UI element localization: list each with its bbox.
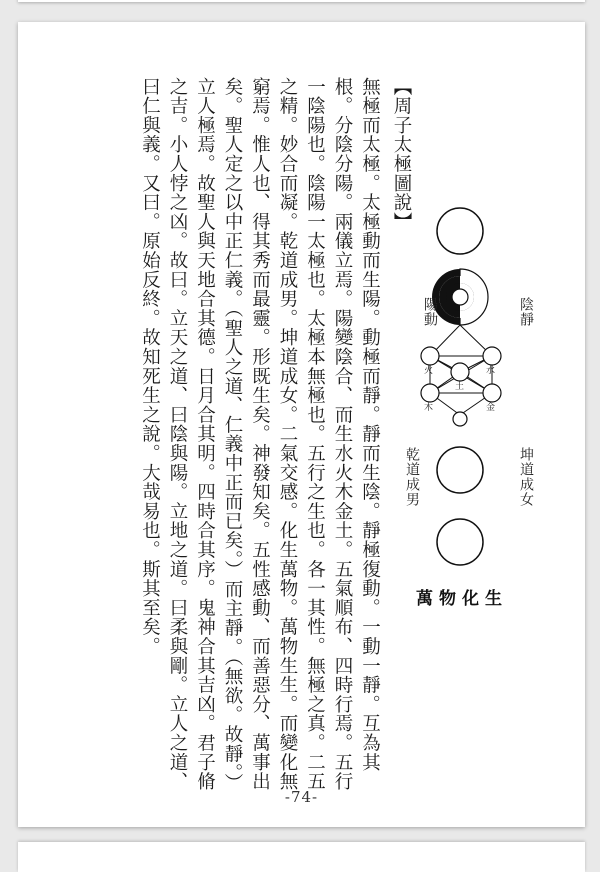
- element-fire-label: 火: [424, 366, 435, 376]
- previous-page-edge: [18, 0, 585, 2]
- taiji-diagram-svg: [398, 207, 538, 567]
- next-page-edge: [18, 842, 585, 872]
- wuji-circle: [437, 208, 483, 254]
- body-paragraph: 無極而太極。太極動而生陽。動極而靜。靜而生陰。靜極復動。一動一靜。互為其根。分陰分陽。兩儀立焉。陽變陰合、而生水火木金土。五氣順布、四時行焉。五行一陰陽也。陰陽一太極也。太極本無極也。五行之生也。各一其性。無極之真。二五之精。妙合而凝。乾道成男。坤道成女。二氣交感。化生萬物。萬物生生。而變化無窮焉。惟人也、得其秀而最靈。形既生矣。神發知矣。五性感動、而善惡分、萬事出矣。聖人定之以中正仁義。（聖人之道、仁義中正而已矣。）而主靜。（無欲。故靜。）立人極焉。故聖人與天地合其德。日月合其明。四時合其序。鬼神合其吉凶。君子脩之吉。小人悖之凶。故曰。立天之道、曰陰與陽。立地之道。曰柔與剛。立人之道、曰仁與義。又曰。原始反終。故知死生之說。大哉易也。斯其至矣。: [139, 77, 381, 793]
- qian-kun-circle: [437, 447, 483, 493]
- section-title: 【周子太極圖說】: [391, 77, 412, 232]
- element-earth-label: 土: [455, 382, 466, 392]
- element-water-label: 水: [486, 366, 497, 376]
- label-yin-jing: 陰靜: [518, 297, 534, 327]
- element-wood-label: 木: [424, 403, 435, 413]
- wanwu-circle: [437, 519, 483, 565]
- convergence-node: [453, 412, 467, 426]
- yin-yang-rings: [432, 269, 488, 325]
- label-kun: 坤道成女: [518, 447, 534, 507]
- diagram-caption: 萬物化生: [416, 589, 508, 609]
- book-page: [18, 22, 585, 827]
- label-qian: 乾道成男: [404, 447, 420, 507]
- taiji-diagram: [398, 207, 538, 607]
- label-yang-dong: 陽動: [422, 297, 438, 327]
- page-number: -74-: [284, 788, 319, 806]
- element-metal-label: 金: [486, 403, 497, 413]
- vertical-text-block: [136, 77, 415, 797]
